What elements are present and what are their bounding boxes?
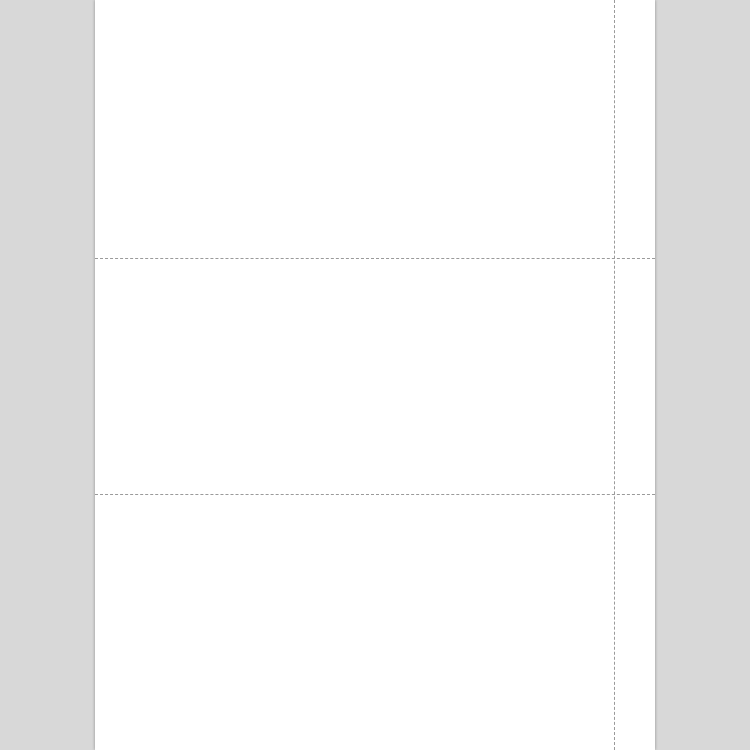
paper-sheet [95, 0, 655, 750]
vertical-text-rail [615, 0, 655, 750]
perforation-line-horizontal-1 [95, 258, 655, 259]
perforation-line-horizontal-2 [95, 494, 655, 495]
